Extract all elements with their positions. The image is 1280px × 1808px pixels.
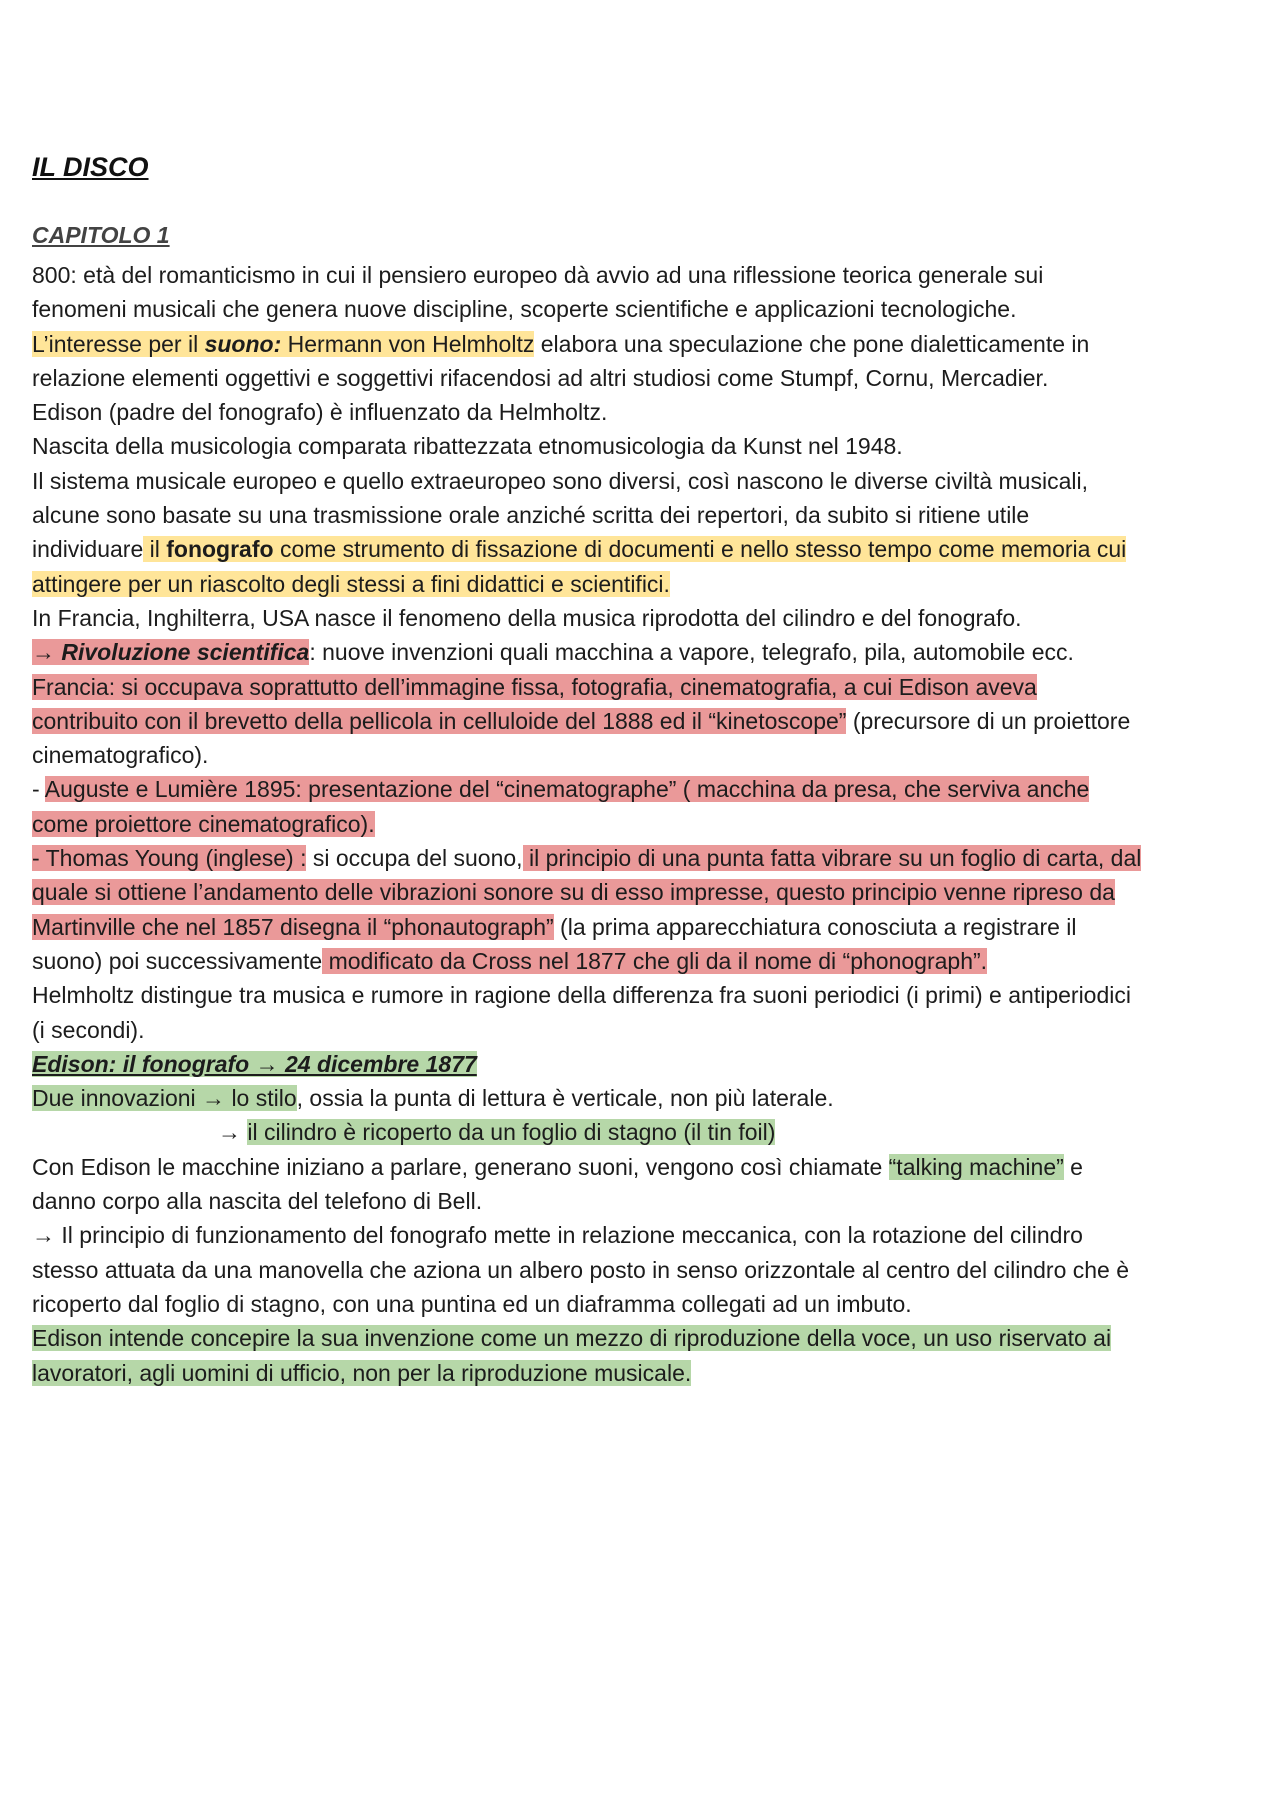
paragraph-innovazioni: Due innovazioni → lo stilo, ossia la punta di lettura è verticale, non più laterale. [32, 1085, 834, 1112]
highlight-red: Auguste e Lumière 1895: presentazione del “cinematographe” ( macchina da presa, che serviva anche come proiettore cinematografico). [32, 776, 1090, 837]
document-page [32, 150, 1142, 1390]
paragraph-cilindro-stagno: → il cilindro è ricoperto da un foglio di stagno (il tin foil) [218, 1119, 776, 1146]
paragraph-invenzione-voce [32, 1321, 1142, 1390]
highlight-red: Francia: si occupava soprattutto dell’immagine fissa, fotografia, cinematografia, a cui Edison aveva contribuito con il brevetto della pellicola in celluloide del 1888 ed il “kinetoscope” [32, 673, 1037, 734]
chapter-heading: CAPITOLO 1 [32, 222, 170, 248]
paragraph-funzionamento: → Il principio di funzionamento del fonografo mette in relazione meccanica, con la rotazione del cilindro stesso attuata da una manovella che aziona un albero posto in senso orizzontale al centro del cilindro che è ricoperto dal foglio di stagno, con una puntina ed un diaframma collegati ad un imbuto. [32, 1222, 1130, 1317]
paragraph-lumiere: - Auguste e Lumière 1895: presentazione del “cinematographe” ( macchina da presa, che serviva anche come proiettore cinematografico). [32, 776, 1090, 837]
paragraph-cilindro: In Francia, Inghilterra, USA nasce il fenomeno della musica riprodotta del cilindro e del fonografo. [32, 604, 1022, 631]
highlight-yellow: L’interesse per il suono: Hermann von Helmholtz [32, 330, 535, 357]
paragraph-talking-machine: Con Edison le macchine iniziano a parlare, generano suoni, vengono così chiamate “talking machine” e danno corpo alla nascita del telefono di Bell. [32, 1153, 1083, 1215]
paragraph-musica-rumore: Helmholtz distingue tra musica e rumore in ragione della differenza fra suoni periodici (i primi) e antiperiodici (i secondi). [32, 982, 1131, 1043]
highlight-green: Due innovazioni → lo stilo [32, 1085, 297, 1112]
paragraph-romanticismo: 800: età del romanticismo in cui il pensiero europeo dà avvio ad una riflessione teorica generale sui fenomeni musicali che genera nuove discipline, scoperte scientifiche e applicazioni tecnologiche. [32, 262, 1044, 323]
page-title: IL DISCO [32, 152, 149, 182]
highlight-red: il principio di una punta fatta vibrare su un foglio di carta, dal quale si ottiene l’andamento delle vibrazioni sonore su di esso impresse, questo principio venne ripreso da Martinville che nel 1857 disegna il “phonautograph” [32, 845, 1142, 940]
heading-edison-fonografo [32, 1047, 1142, 1081]
document-body [32, 258, 1142, 1390]
paragraph-musicologia: Nascita della musicologia comparata ribattezzata etnomusicologia da Kunst nel 1948. [32, 433, 903, 460]
paragraph-suono: L’interesse per il suono: Hermann von Helmholtz elabora una speculazione che pone dialetticamente in relazione elementi oggettivi e soggettivi rifacendosi ad altri studiosi come Stumpf, Cornu, Mercadier. [32, 330, 1090, 391]
paragraph-sistema-musicale: Il sistema musicale europeo e quello extraeuropeo sono diversi, così nascono le diverse civiltà musicali, alcune sono basate su una trasmissione orale anziché scritta dei repertori, da subito si ritiene utile individuare il fonografo come strumento di fissazione di documenti e nello stesso tempo come memoria cui attingere per un riascolto degli stessi a fini didattici e scientifici. [32, 467, 1127, 597]
paragraph-francia: Francia: si occupava soprattutto dell’immagine fissa, fotografia, cinematografia, a cui Edison aveva contribuito con il brevetto della pellicola in celluloide del 1888 ed il “kinetoscope” (precursore di un proiettore cinematografico). [32, 673, 1131, 769]
highlight-yellow: il fonografo come strumento di fissazione di documenti e nello stesso tempo come memoria cui attingere per un riascolto degli stessi a fini didattici e scientifici. [32, 536, 1127, 597]
highlight-green: Edison: il fonografo → 24 dicembre 1877 [32, 1050, 477, 1077]
highlight-red: - Thomas Young (inglese) : [32, 845, 307, 872]
highlight-red: → Rivoluzione scientifica [32, 639, 310, 666]
highlight-green: “talking machine” [888, 1153, 1064, 1180]
highlight-green: il cilindro è ricoperto da un foglio di stagno (il tin foil) [247, 1119, 776, 1146]
highlight-red: modificato da Cross nel 1877 che gli da il nome di “phonograph”. [322, 947, 988, 974]
paragraph-edison-helmholtz: Edison (padre del fonografo) è influenzato da Helmholtz. [32, 399, 608, 426]
paragraph-young: - Thomas Young (inglese) : si occupa del suono, il principio di una punta fatta vibrare su un foglio di carta, dal quale si ottiene l’andamento delle vibrazioni sonore su di esso impresse, questo principio venne ripreso da Martinville che nel 1857 disegna il “phonautograph” (la prima apparecchiatura conosciuta a registrare il suono) poi successivamente modificato da Cross nel 1877 che gli da il nome di “phonograph”. [32, 845, 1142, 974]
paragraph-rivoluzione: → Rivoluzione scientifica: nuove invenzioni quali macchina a vapore, telegrafo, pila, automobile ecc. [32, 639, 1074, 666]
highlight-green: Edison intende concepire la sua invenzione come un mezzo di riproduzione della voce, un uso riservato ai lavoratori, agli uomini di ufficio, non per la riproduzione musicale. [32, 1325, 1112, 1386]
